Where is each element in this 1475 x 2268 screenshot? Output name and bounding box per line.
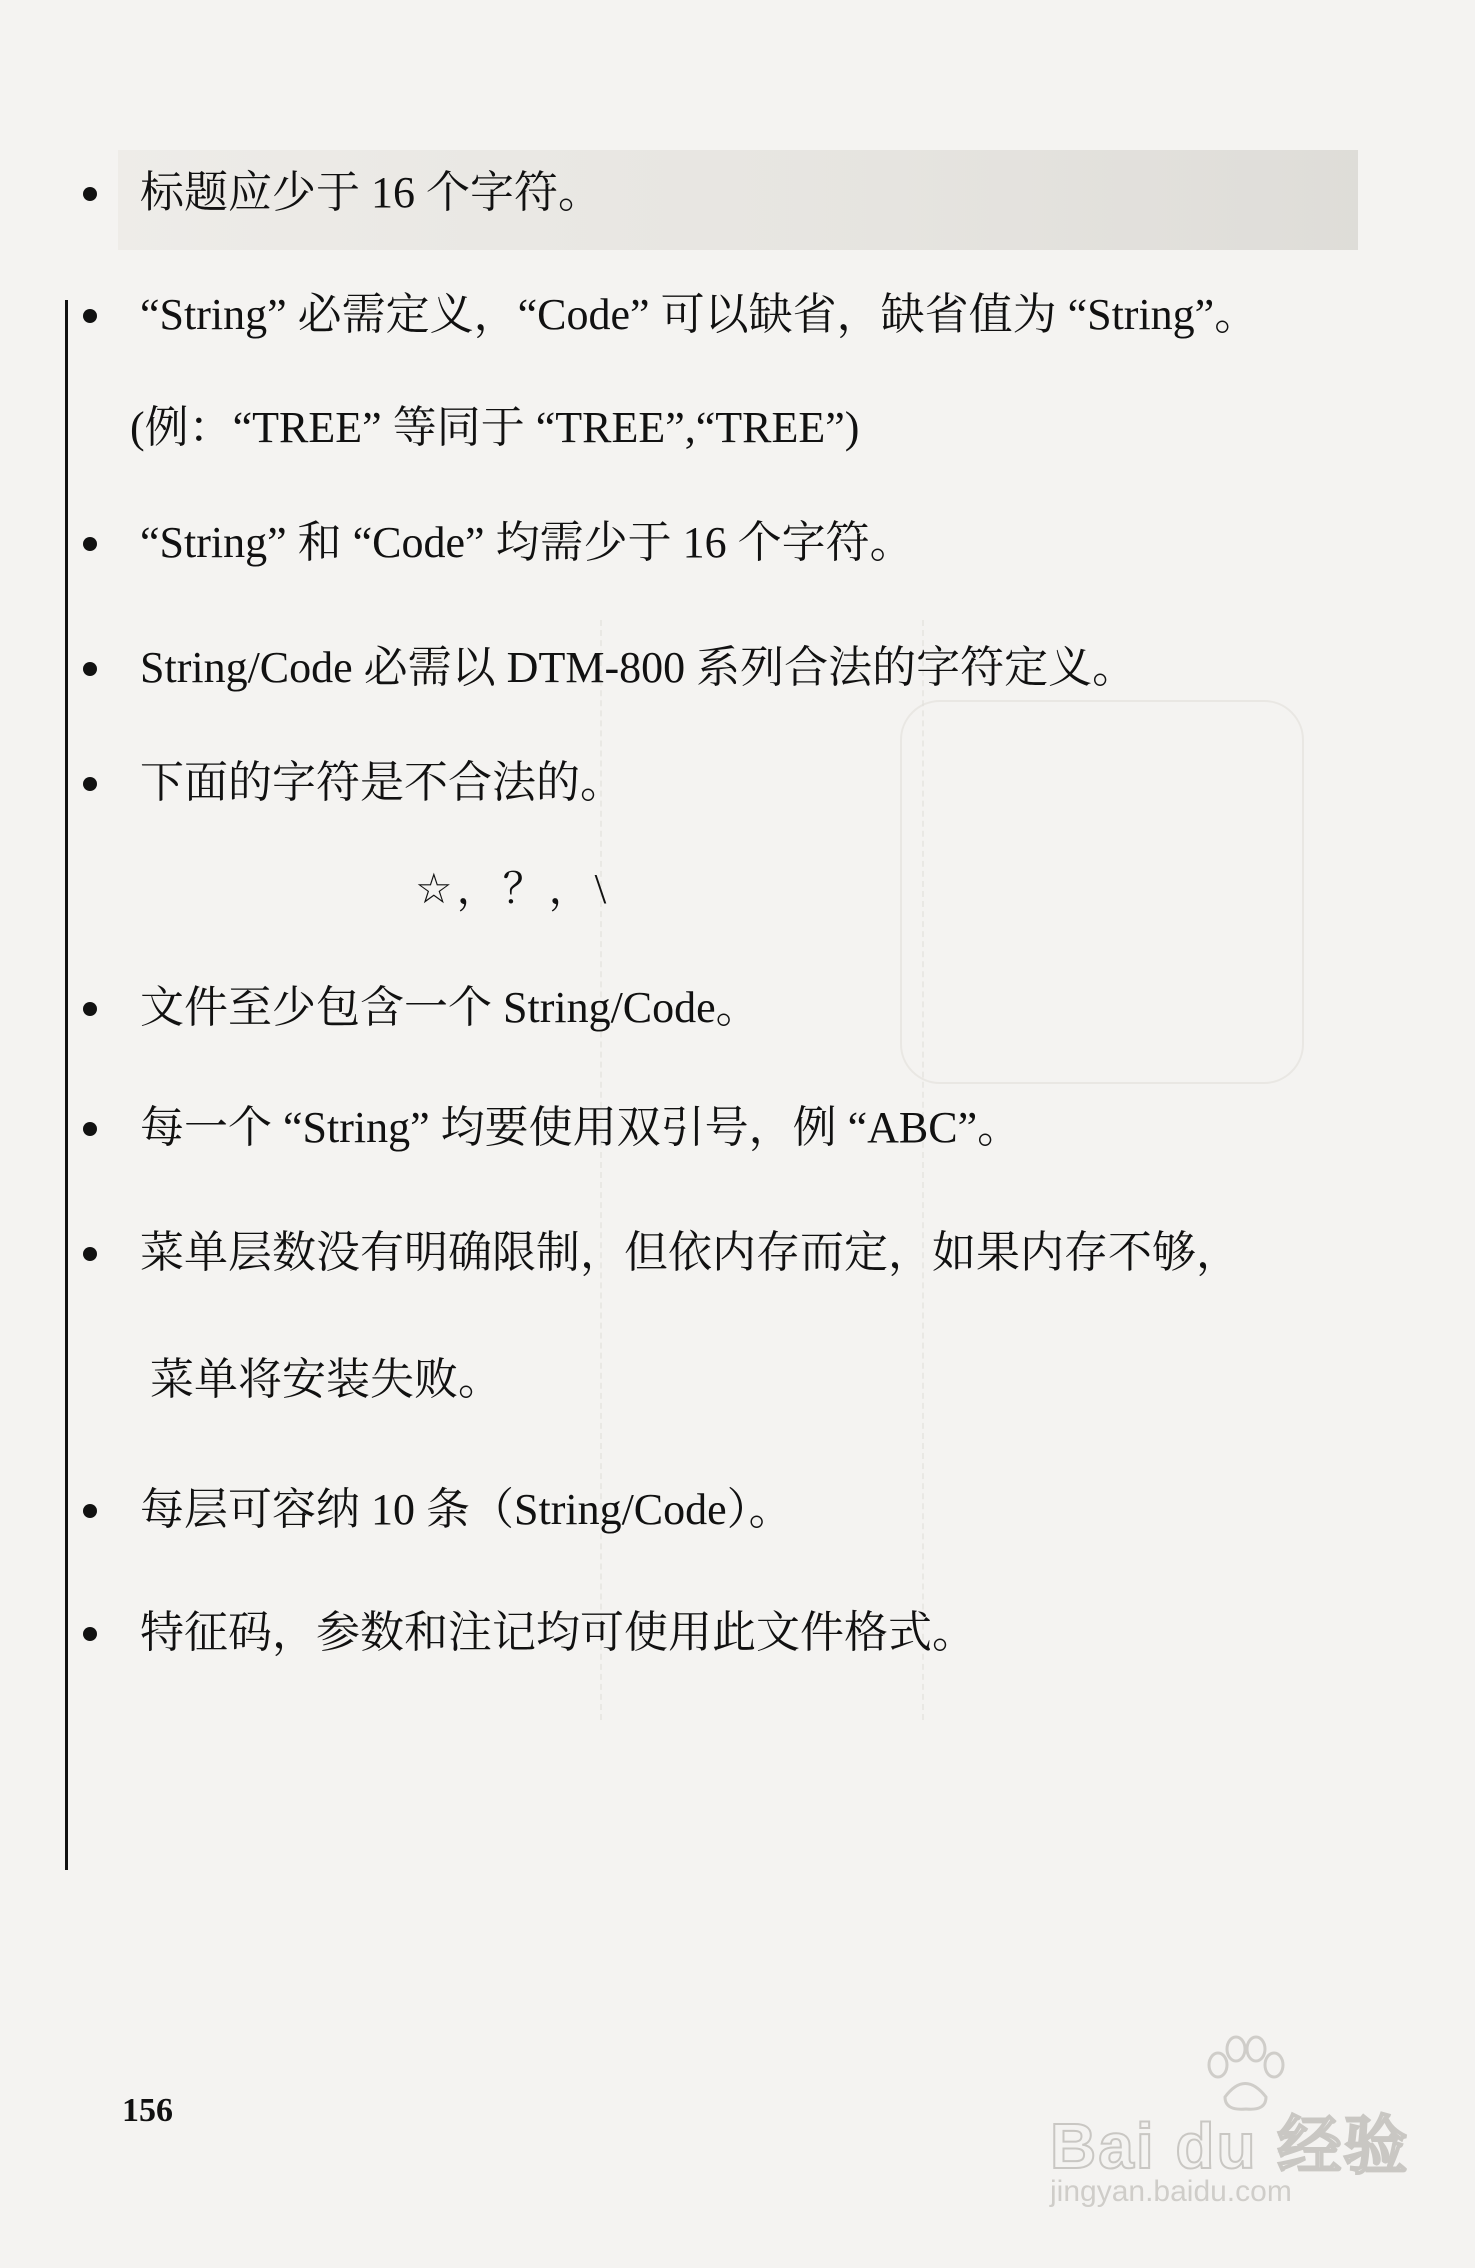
- list-item-text: 菜单层数没有明确限制，但依内存而定，如果内存不够，: [140, 1228, 1240, 1277]
- bullet-icon: [83, 777, 97, 791]
- watermark-brand: Bai du 经验: [1050, 2110, 1410, 2182]
- list-item-text: 特征码，参数和注记均可使用此文件格式。: [140, 1608, 976, 1657]
- list-item-text: “String” 必需定义，“Code” 可以缺省，缺省值为 “String”。: [140, 290, 1259, 339]
- bullet-icon: [83, 1002, 97, 1016]
- list-item-text: “String” 和 “Code” 均需少于 16 个字符。: [140, 518, 914, 567]
- list-item-text: 每层可容纳 10 条（String/Code）。: [140, 1485, 793, 1534]
- page-number: 156: [122, 2092, 173, 2129]
- list-item-text: 文件至少包含一个 String/Code。: [140, 983, 760, 1032]
- bullet-icon: [83, 309, 97, 323]
- bullet-icon: [83, 187, 97, 201]
- baidu-jingyan-watermark: [1040, 2035, 1420, 2215]
- invalid-characters: ☆，？，\: [415, 867, 611, 913]
- list-item-text: 每一个 “String” 均要使用双引号，例 “ABC”。: [140, 1103, 1022, 1152]
- bullet-icon: [83, 1627, 97, 1641]
- bullet-icon: [83, 1504, 97, 1518]
- bullet-icon: [83, 537, 97, 551]
- list-item-text: 下面的字符是不合法的。: [140, 758, 624, 807]
- bleed-through-column: [600, 620, 924, 1720]
- margin-rule: [65, 300, 68, 1870]
- bleed-through-box: [900, 700, 1304, 1084]
- bullet-icon: [83, 1122, 97, 1136]
- bullet-icon: [83, 1247, 97, 1261]
- list-item-text: String/Code 必需以 DTM-800 系列合法的字符定义。: [140, 643, 1137, 692]
- list-item-text: 标题应少于 16 个字符。: [140, 168, 602, 217]
- list-item-text: 菜单将安装失败。: [150, 1355, 502, 1404]
- list-item-text: (例：“TREE” 等同于 “TREE”,“TREE”): [130, 403, 860, 452]
- bullet-icon: [83, 662, 97, 676]
- watermark-url: jingyan.baidu.com: [1050, 2175, 1292, 2208]
